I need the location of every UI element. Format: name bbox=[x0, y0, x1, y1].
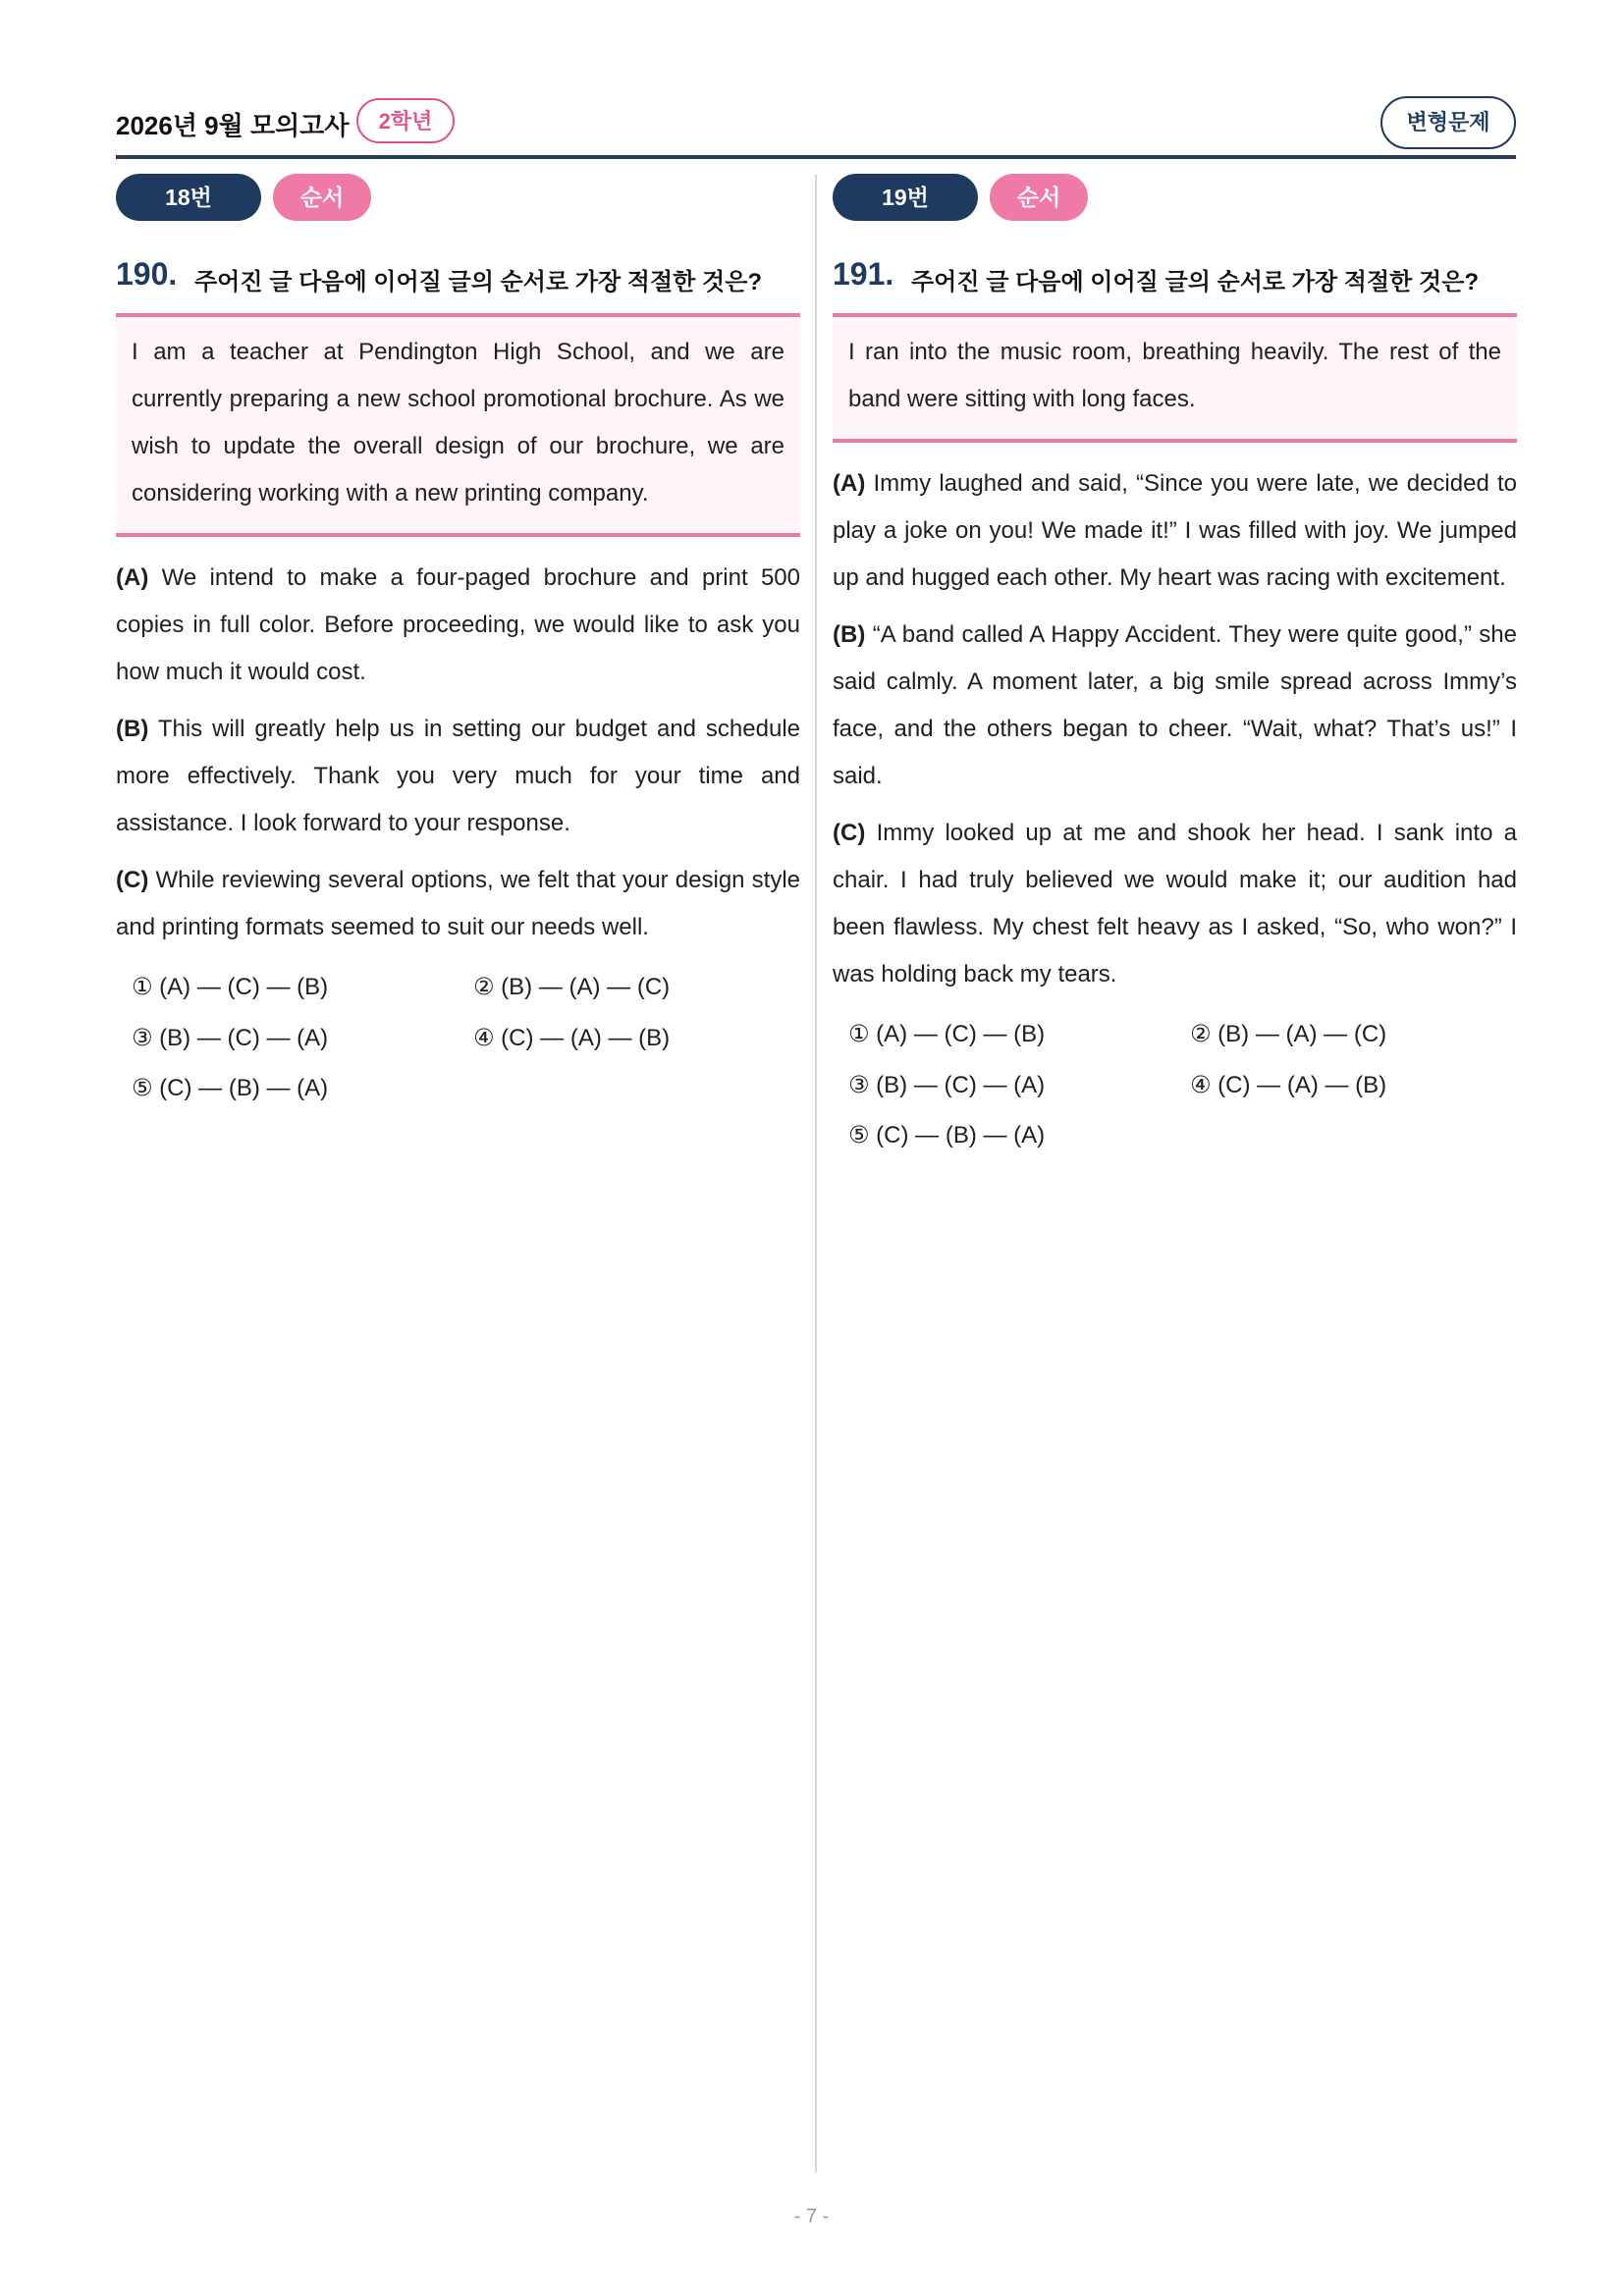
question-190 bbox=[116, 174, 800, 1130]
paragraph-text: “A band called A Happy Accident. They were quite good,” she said calmly. A moment later, a big smile spread across Immy’s face, and the others began to cheer. “Wait, what? That’s us!” I said. bbox=[833, 621, 1518, 789]
paragraph-text: This will greatly help us in setting our budget and schedule more effectively. Thank you very much for your time and assistance. I look forward to your response. bbox=[116, 716, 801, 836]
choice-2[interactable]: ② (B) — (A) — (C) bbox=[1190, 1021, 1387, 1047]
paragraph-text: Immy looked up at me and shook her head. I sank into a chair. I had truly believed we would make it; our audition had been flawless. My chest felt heavy as I asked, “So, who won?” I was holding back my tears. bbox=[833, 820, 1517, 988]
paragraph-label: (C) bbox=[833, 820, 866, 846]
paragraph-b bbox=[116, 706, 800, 847]
question-type-tag: 순서 bbox=[990, 174, 1088, 221]
question-line bbox=[116, 256, 800, 295]
given-passage: I ran into the music room, breathing heavily. The rest of the band were sitting with long faces. bbox=[833, 313, 1517, 443]
question-number: 191. bbox=[833, 256, 894, 292]
question-tags bbox=[833, 174, 1517, 221]
choice-5[interactable]: ⑤ (C) — (B) — (A) bbox=[132, 1075, 329, 1101]
question-number: 190. bbox=[116, 256, 178, 292]
column-divider bbox=[815, 175, 817, 2172]
header-rule bbox=[116, 155, 1516, 159]
choice-5[interactable]: ⑤ (C) — (B) — (A) bbox=[848, 1122, 1046, 1148]
choice-1[interactable]: ① (A) — (C) — (B) bbox=[848, 1021, 1046, 1047]
paragraph-text: We intend to make a four-paged brochure and print 500 copies in full color. Before proceeding, we would like to ask you how much it would cost. bbox=[116, 564, 800, 685]
paragraph-label: (A) bbox=[833, 470, 866, 497]
question-type-tag: 순서 bbox=[273, 174, 371, 221]
paragraph-a bbox=[116, 555, 800, 696]
answer-choices bbox=[833, 1020, 1517, 1177]
answer-choices bbox=[116, 973, 800, 1130]
page-number: - 7 - bbox=[793, 2206, 830, 2227]
exam-title: 2026년 9월 모의고사 bbox=[116, 111, 350, 140]
choice-3[interactable]: ③ (B) — (C) — (A) bbox=[848, 1072, 1046, 1098]
paragraph-label: (B) bbox=[833, 621, 866, 648]
page-header bbox=[116, 96, 1516, 157]
choice-3[interactable]: ③ (B) — (C) — (A) bbox=[132, 1025, 329, 1051]
choice-2[interactable]: ② (B) — (A) — (C) bbox=[473, 974, 671, 1000]
question-prompt: 주어진 글 다음에 이어질 글의 순서로 가장 적절한 것은? bbox=[911, 269, 1480, 295]
paragraph-text: Immy laughed and said, “Since you were late, we decided to play a joke on you! We made it!” I was filled with joy. We jumped up and hugged each other. My heart was racing with excitement. bbox=[833, 470, 1518, 591]
paragraph-label: (C) bbox=[116, 867, 149, 893]
paragraph-c bbox=[116, 857, 800, 951]
question-191 bbox=[833, 174, 1517, 1177]
source-number-tag: 18번 bbox=[116, 174, 261, 221]
choice-1[interactable]: ① (A) — (C) — (B) bbox=[132, 974, 329, 1000]
variant-badge: 변형문제 bbox=[1380, 96, 1516, 149]
paragraph-label: (A) bbox=[116, 564, 149, 591]
source-number-tag: 19번 bbox=[833, 174, 978, 221]
choice-4[interactable]: ④ (C) — (A) — (B) bbox=[1190, 1072, 1387, 1098]
question-prompt: 주어진 글 다음에 이어질 글의 순서로 가장 적절한 것은? bbox=[194, 269, 763, 295]
paragraph-c bbox=[833, 810, 1517, 998]
paragraph-label: (B) bbox=[116, 716, 149, 742]
choice-4[interactable]: ④ (C) — (A) — (B) bbox=[473, 1025, 671, 1051]
given-passage: I am a teacher at Pendington High School, and we are currently preparing a new school promotional brochure. As we wish to update the overall design of our brochure, we are considering working with a new printing company. bbox=[116, 313, 800, 537]
grade-badge: 2학년 bbox=[356, 98, 455, 143]
paragraph-text: While reviewing several options, we felt that your design style and printing formats seemed to suit our needs well. bbox=[116, 867, 800, 940]
paragraph-a bbox=[833, 460, 1517, 602]
question-tags bbox=[116, 174, 800, 221]
question-line bbox=[833, 256, 1517, 295]
paragraph-b bbox=[833, 612, 1517, 800]
